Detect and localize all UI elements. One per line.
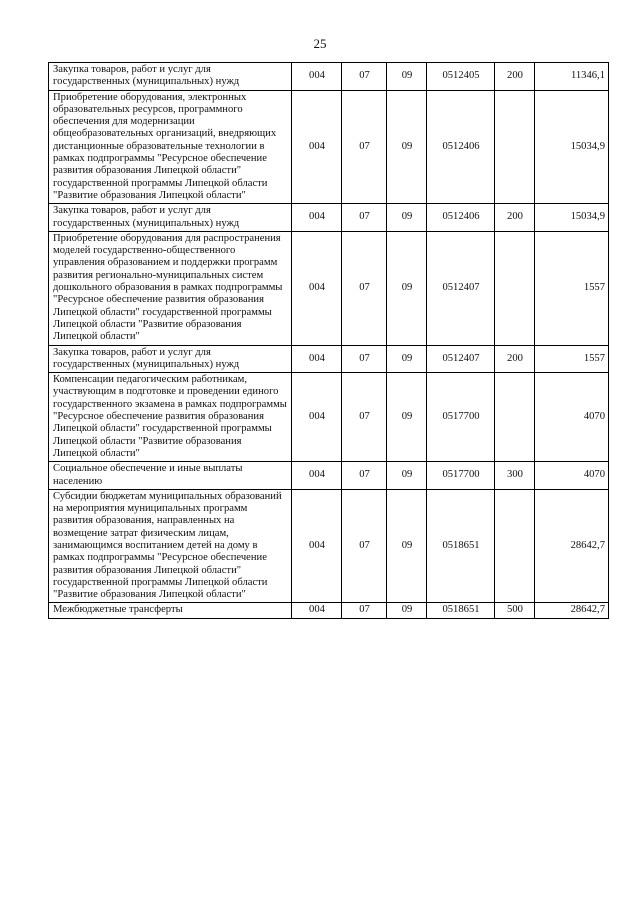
subsection-cell: 09 [387,90,427,204]
expense-type-cell: 200 [495,63,535,91]
target-code-cell: 0512407 [427,345,495,373]
target-code-cell: 0518651 [427,603,495,618]
subsection-cell: 09 [387,489,427,603]
amount-cell: 1557 [535,231,609,345]
section-cell: 07 [342,90,387,204]
target-code-cell: 0518651 [427,489,495,603]
subsection-cell: 09 [387,373,427,462]
expense-type-cell: 500 [495,603,535,618]
section-cell: 07 [342,63,387,91]
table-row [49,373,609,462]
amount-cell: 4070 [535,462,609,490]
row-description: Закупка товаров, работ и услуг для государственных (муниципальных) нужд [49,204,292,232]
expense-type-cell: 200 [495,345,535,373]
grbs-cell: 004 [292,345,342,373]
target-code-cell: 0512406 [427,90,495,204]
amount-cell: 11346,1 [535,63,609,91]
table-row [49,63,609,91]
row-description: Закупка товаров, работ и услуг для государственных (муниципальных) нужд [49,63,292,91]
row-description: Закупка товаров, работ и услуг для государственных (муниципальных) нужд [49,345,292,373]
section-cell: 07 [342,204,387,232]
expense-type-cell [495,231,535,345]
table-row [49,345,609,373]
grbs-cell: 004 [292,63,342,91]
expense-type-cell [495,90,535,204]
section-cell: 07 [342,603,387,618]
subsection-cell: 09 [387,345,427,373]
table-row [49,204,609,232]
amount-cell: 15034,9 [535,90,609,204]
section-cell: 07 [342,373,387,462]
section-cell: 07 [342,489,387,603]
amount-cell: 1557 [535,345,609,373]
grbs-cell: 004 [292,462,342,490]
amount-cell: 28642,7 [535,489,609,603]
table-row [49,489,609,603]
target-code-cell: 0512406 [427,204,495,232]
grbs-cell: 004 [292,373,342,462]
subsection-cell: 09 [387,204,427,232]
expense-type-cell: 300 [495,462,535,490]
amount-cell: 4070 [535,373,609,462]
grbs-cell: 004 [292,204,342,232]
table-row [49,90,609,204]
section-cell: 07 [342,231,387,345]
grbs-cell: 004 [292,231,342,345]
subsection-cell: 09 [387,231,427,345]
target-code-cell: 0512407 [427,231,495,345]
target-code-cell: 0512405 [427,63,495,91]
grbs-cell: 004 [292,489,342,603]
table-row [49,462,609,490]
expense-type-cell: 200 [495,204,535,232]
subsection-cell: 09 [387,462,427,490]
expense-type-cell [495,373,535,462]
row-description: Социальное обеспечение и иные выплаты населению [49,462,292,490]
target-code-cell: 0517700 [427,462,495,490]
amount-cell: 28642,7 [535,603,609,618]
subsection-cell: 09 [387,603,427,618]
grbs-cell: 004 [292,90,342,204]
subsection-cell: 09 [387,63,427,91]
grbs-cell: 004 [292,603,342,618]
budget-table [48,62,609,619]
section-cell: 07 [342,345,387,373]
expense-type-cell [495,489,535,603]
table-row [49,231,609,345]
section-cell: 07 [342,462,387,490]
row-description: Приобретение оборудования для распространения моделей государственно-общественного управления образованием и поддержки программ развития регионально-муниципальных систем дошкольного образования в рамках подпрограммы "Ресурсное обеспечение развития образования Липецкой области" государственной программы Липецкой области "Развитие образования Липецкой области" [49,231,292,345]
row-description: Межбюджетные трансферты [49,603,292,618]
row-description: Компенсации педагогическим работникам, участвующим в подготовке и проведении единого государственного экзамена в рамках подпрограммы "Ресурсное обеспечение развития образования Липецкой области" государственной программы Липецкой области "Развитие образования Липецкой области" [49,373,292,462]
table-row [49,603,609,618]
amount-cell: 15034,9 [535,204,609,232]
target-code-cell: 0517700 [427,373,495,462]
page-number: 25 [313,36,327,51]
row-description: Субсидии бюджетам муниципальных образований на мероприятия муниципальных программ развития образования, направленных на возмещение затрат физическим лицам, занимающимся воспитанием детей на дому в рамках подпрограммы "Ресурсное обеспечение развития образования Липецкой области" государственной программы Липецкой области "Развитие образования Липецкой области" [49,489,292,603]
row-description: Приобретение оборудования, электронных образовательных ресурсов, программного обеспечения для модернизации общеобразовательных организаций, внедряющих дистанционные образовательные технологии в рамках подпрограммы "Ресурсное обеспечение развития образования Липецкой области" государственной программы Липецкой области "Развитие образования Липецкой области" [49,90,292,204]
